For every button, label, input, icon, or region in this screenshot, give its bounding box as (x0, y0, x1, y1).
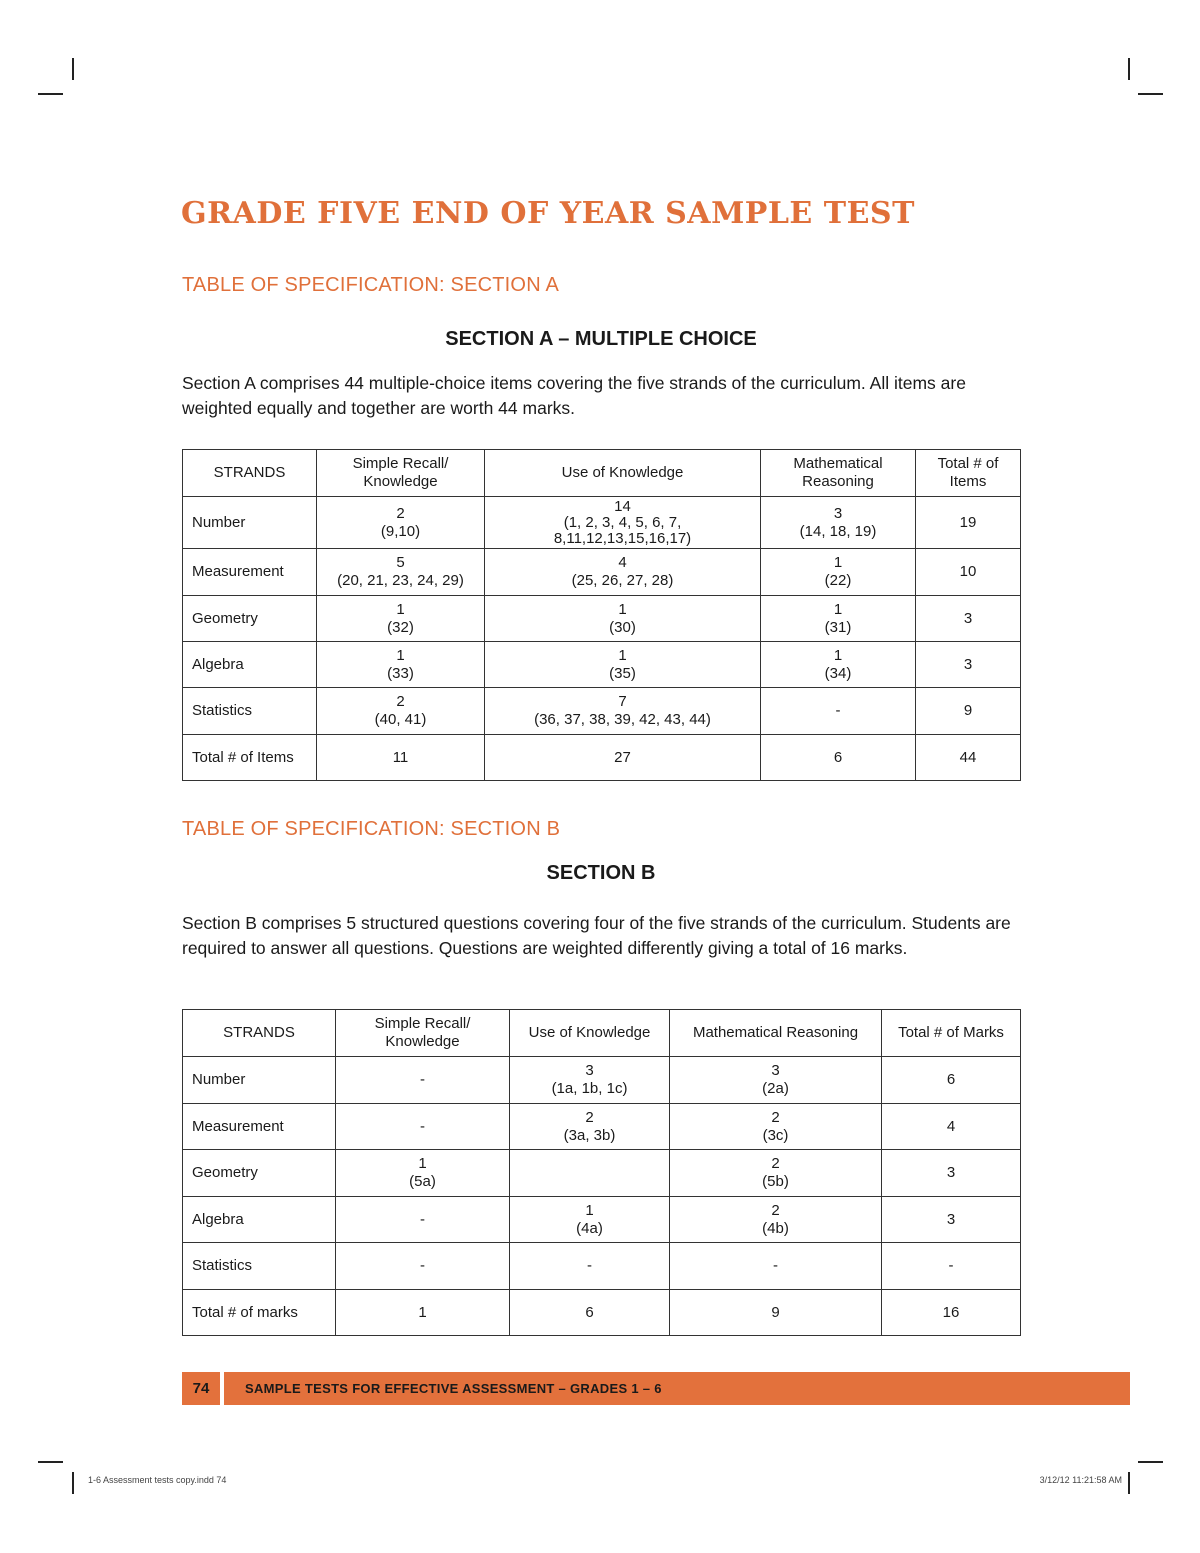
table-totals-row (183, 1290, 1021, 1336)
reasoning-cell (761, 642, 916, 688)
use-cell (485, 497, 761, 549)
footer-title: SAMPLE TESTS FOR EFFECTIVE ASSESSMENT – GRADES 1 – 6 (245, 1381, 662, 1396)
header-cell: Mathematical Reasoning (670, 1010, 882, 1057)
table-row (183, 596, 1021, 642)
count: 3 (833, 504, 843, 522)
crop-mark (1138, 93, 1163, 95)
print-slug-left: 1-6 Assessment tests copy.indd 74 (88, 1475, 227, 1485)
count: 1 (833, 554, 843, 571)
recall-cell (336, 1243, 510, 1290)
strand-cell: Number (183, 497, 317, 549)
header-cell: Total # of Marks (882, 1010, 1021, 1057)
strand-cell: Statistics (183, 688, 317, 735)
section-a-subheading: TABLE OF SPECIFICATION: SECTION A (182, 274, 560, 296)
count: - (420, 1071, 425, 1088)
section-b-description: Section B comprises 5 structured questions covering four of the five strands of the curriculum. Students are required to answer all questions. Questions are weighted differently giving a total of 16 marks. (182, 913, 1011, 958)
count: 1 (833, 600, 843, 618)
reasoning-cell (670, 1150, 882, 1197)
recall-cell (317, 549, 485, 596)
table-row (183, 549, 1021, 596)
count: 1 (618, 646, 627, 664)
count: 2 (396, 693, 405, 710)
item-list: (20, 21, 23, 24, 29) (337, 572, 464, 589)
count: 7 (618, 693, 627, 710)
crop-mark (72, 1472, 74, 1494)
strand-cell: Algebra (183, 1197, 336, 1243)
strand-cell: Geometry (183, 596, 317, 642)
item-list: (2a) (762, 1080, 789, 1097)
count: - (587, 1257, 592, 1274)
strand-cell: Number (183, 1057, 336, 1104)
count: 1 (833, 646, 843, 664)
total-cell: 4 (882, 1104, 1021, 1150)
page-number: 74 (192, 1380, 210, 1397)
total-cell: - (882, 1243, 1021, 1290)
recall-cell (317, 596, 485, 642)
crop-mark (38, 93, 63, 95)
table-header-row (183, 450, 1021, 497)
item-list: (5b) (762, 1173, 789, 1190)
count: 14 (614, 497, 631, 515)
table-row (183, 1150, 1021, 1197)
strand-cell: Geometry (183, 1150, 336, 1197)
item-list: (14, 18, 19) (799, 522, 877, 540)
item-list: (4b) (762, 1219, 789, 1237)
section-a-table (182, 449, 1021, 781)
use-cell (485, 642, 761, 688)
count: - (420, 1210, 425, 1228)
recall-cell (336, 1197, 510, 1243)
total-cell: 3 (882, 1197, 1021, 1243)
count: 2 (771, 1108, 780, 1126)
count: 1 (396, 600, 405, 618)
item-list: (36, 37, 38, 39, 42, 43, 44) (534, 711, 711, 728)
strand-cell: Measurement (183, 549, 317, 596)
use-cell (485, 688, 761, 735)
use-cell (510, 1104, 670, 1150)
recall-cell (317, 642, 485, 688)
crop-mark (1138, 1461, 1163, 1463)
total-cell: 3 (882, 1150, 1021, 1197)
count: 3 (771, 1062, 780, 1079)
item-list: (40, 41) (374, 711, 427, 728)
footer-bar (182, 1372, 1130, 1405)
section-a-description: Section A comprises 44 multiple-choice items covering the five strands of the curriculum. All items are weighted equally and together are worth 44 marks. (182, 373, 966, 418)
count: 1 (396, 646, 405, 664)
header-cell: Total # of Items (916, 450, 1021, 497)
count: - (420, 1257, 425, 1274)
reasoning-cell (761, 596, 916, 642)
section-b-subheading: TABLE OF SPECIFICATION: SECTION B (182, 818, 561, 840)
table-row (183, 688, 1021, 735)
item-list: (1a, 1b, 1c) (551, 1080, 628, 1097)
header-cell: Mathematical Reasoning (761, 450, 916, 497)
use-cell (510, 1243, 670, 1290)
section-b-table (182, 1009, 1021, 1336)
reasoning-cell (761, 688, 916, 735)
recall-cell (336, 1150, 510, 1197)
use-cell (485, 549, 761, 596)
table-row (183, 1104, 1021, 1150)
item-list: (30) (609, 618, 636, 636)
total-cell: 19 (916, 497, 1021, 549)
item-list: (25, 26, 27, 28) (571, 572, 674, 589)
total-overall: 16 (882, 1290, 1021, 1336)
totals-label: Total # of Items (183, 735, 317, 781)
header-cell: STRANDS (183, 450, 317, 497)
count: 1 (618, 600, 627, 618)
table-row (183, 642, 1021, 688)
item-list: (1, 2, 3, 4, 5, 6, 7, 8,11,12,13,15,16,17) (553, 513, 692, 547)
total-cell: 10 (916, 549, 1021, 596)
count: - (420, 1117, 425, 1135)
item-list: (9,10) (380, 522, 421, 540)
total-overall: 44 (916, 735, 1021, 781)
crop-mark (72, 58, 74, 80)
header-cell: Use of Knowledge (485, 450, 761, 497)
reasoning-cell (670, 1197, 882, 1243)
count: 2 (771, 1155, 780, 1172)
item-list: (33) (387, 664, 414, 682)
reasoning-cell (670, 1104, 882, 1150)
header-cell: Simple Recall/ Knowledge (336, 1010, 510, 1057)
totals-label: Total # of marks (183, 1290, 336, 1336)
table-totals-row (183, 735, 1021, 781)
item-list: (31) (824, 618, 852, 636)
count: - (773, 1257, 778, 1274)
use-cell (485, 596, 761, 642)
use-cell (510, 1057, 670, 1104)
total-cell: 3 (916, 642, 1021, 688)
total-reasoning: 6 (761, 735, 916, 781)
item-list: (5a) (409, 1173, 436, 1190)
count: 2 (585, 1108, 594, 1126)
item-list: (22) (824, 572, 852, 589)
total-recall: 11 (317, 735, 485, 781)
item-list: (32) (387, 618, 414, 636)
page-title: GRADE FIVE END OF YEAR SAMPLE TEST (181, 196, 915, 231)
recall-cell (317, 688, 485, 735)
crop-mark (38, 1461, 63, 1463)
strand-cell: Measurement (183, 1104, 336, 1150)
footer-divider (220, 1372, 224, 1405)
total-reasoning: 9 (670, 1290, 882, 1336)
count: 2 (771, 1201, 780, 1219)
count: 2 (396, 504, 405, 522)
reasoning-cell (670, 1057, 882, 1104)
total-cell: 6 (882, 1057, 1021, 1104)
crop-mark (1128, 58, 1130, 80)
item-list: (34) (824, 664, 852, 682)
count: 4 (618, 554, 627, 571)
table-row (183, 1057, 1021, 1104)
use-cell (510, 1150, 670, 1197)
crop-mark (1128, 1472, 1130, 1494)
recall-cell (336, 1104, 510, 1150)
count: 5 (396, 554, 405, 571)
table-header-row (183, 1010, 1021, 1057)
strand-cell: Algebra (183, 642, 317, 688)
header-cell: Simple Recall/ Knowledge (317, 450, 485, 497)
section-b-heading: SECTION B (546, 862, 656, 884)
reasoning-cell (761, 549, 916, 596)
total-recall: 1 (336, 1290, 510, 1336)
total-cell: 3 (916, 596, 1021, 642)
use-cell (510, 1197, 670, 1243)
total-use: 27 (485, 735, 761, 781)
header-cell: STRANDS (183, 1010, 336, 1057)
table-row (183, 1197, 1021, 1243)
item-list: (35) (609, 664, 636, 682)
count: - (835, 702, 841, 719)
table-row (183, 1243, 1021, 1290)
table-row (183, 497, 1021, 549)
print-slug-right: 3/12/12 11:21:58 AM (1039, 1475, 1122, 1485)
recall-cell (336, 1057, 510, 1104)
item-list: (3a, 3b) (563, 1126, 616, 1144)
reasoning-cell (670, 1243, 882, 1290)
strand-cell: Statistics (183, 1243, 336, 1290)
count: 1 (585, 1201, 594, 1219)
section-a-heading: SECTION A – MULTIPLE CHOICE (445, 328, 757, 350)
count: 3 (585, 1062, 594, 1079)
total-cell: 9 (916, 688, 1021, 735)
reasoning-cell (761, 497, 916, 549)
header-cell: Use of Knowledge (510, 1010, 670, 1057)
recall-cell (317, 497, 485, 549)
item-list: (3c) (762, 1126, 789, 1144)
count: 1 (418, 1155, 427, 1172)
total-use: 6 (510, 1290, 670, 1336)
item-list: (4a) (576, 1219, 603, 1237)
